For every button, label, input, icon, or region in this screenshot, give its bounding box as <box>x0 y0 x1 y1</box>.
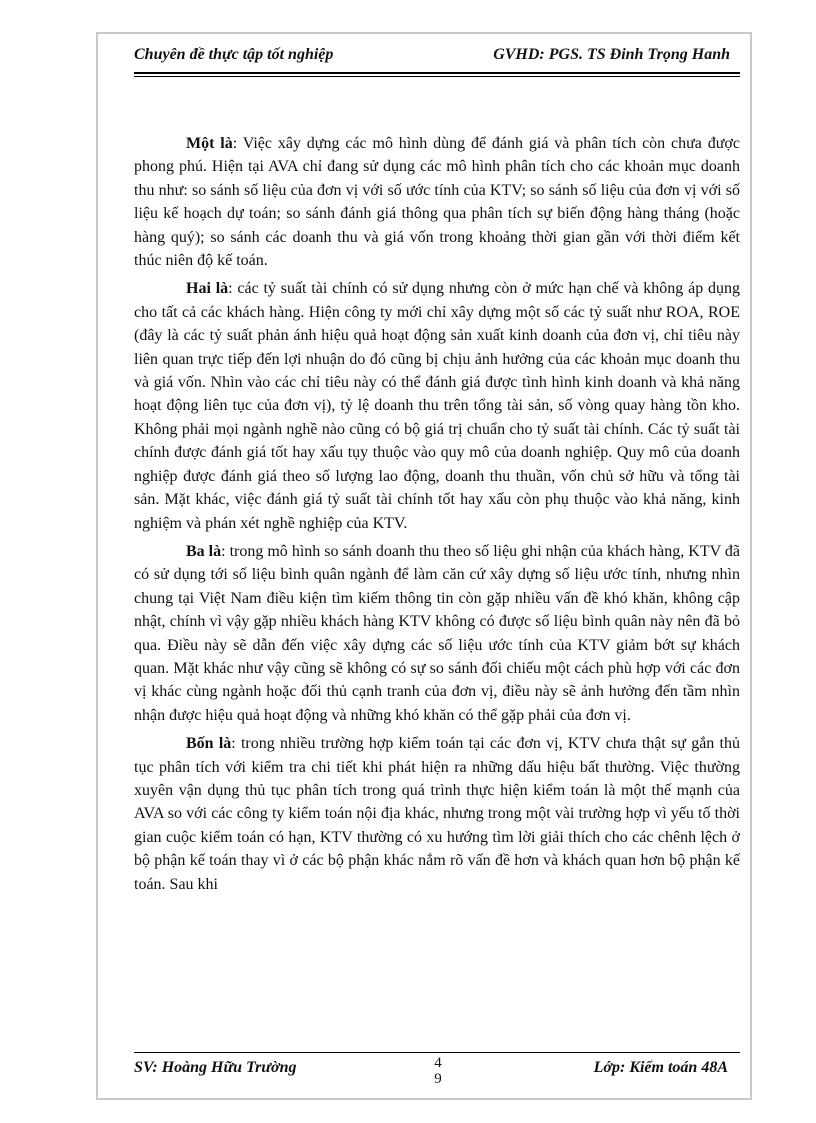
paragraph-2 <box>134 277 740 534</box>
footer-student: SV: Hoàng Hữu Trường <box>134 1059 297 1076</box>
paragraph-1-text: : Việc xây dựng các mô hình dùng để đánh giá và phân tích còn chưa được phong phú. Hiện tại AVA chỉ đang sử dụng các mô hình phân tích cho các khoản mục doanh thu như: so sánh số liệu của đơn vị với số ước tính của KTV; so sánh số liệu của đơn vị với số liệu kế hoạch dự toán; so sánh đánh giá thông qua phân tích sự biến động hàng tháng (hoặc hàng quý); so sánh các doanh thu và giá vốn trong khoảng thời gian gần với thời điểm kết thúc niên độ kế toán. <box>134 135 740 270</box>
page-header <box>134 42 740 74</box>
page-number-line2: 9 <box>434 1071 442 1087</box>
page-number <box>426 1055 450 1087</box>
paragraph-3 <box>134 540 740 727</box>
paragraph-3-lead: Ba là <box>186 542 222 560</box>
paragraph-3-text: : trong mô hình so sánh doanh thu theo số liệu ghi nhận của khách hàng, KTV đã có sử dụng tới số liệu bình quân ngành để làm căn cứ xây dựng số liệu ước tính, nhưng nhìn chung tại Việt Nam điều kiện tìm kiếm thông tin còn gặp nhiều vấn đề khó khăn, không cập nhật, chính vì vậy gặp nhiều khách hàng KTV không có được số liệu bình quân này nên đã bỏ qua. Điều này sẽ dẫn đến việc xây dựng các số liệu ước tính của KTV giảm bớt sự khách quan. Mặt khác như vậy cũng sẽ không có sự so sánh đối chiếu một cách phù hợp với các đơn vị khác cùng ngành hoặc đối thủ cạnh tranh của đơn vị, điều này sẽ ảnh hưởng đến tầm nhìn nhận được hiệu quả hoạt động và những khó khăn có thể gặp phải của đơn vị. <box>134 542 740 724</box>
paragraph-4-lead: Bốn là <box>186 735 232 753</box>
paragraph-4 <box>134 732 740 896</box>
paragraph-2-lead: Hai là <box>186 280 229 298</box>
paragraph-1-lead: Một là <box>186 135 233 152</box>
paragraph-2-text: : các tỷ suất tài chính có sử dụng nhưng còn ở mức hạn chế và không áp dụng cho tất cả các khách hàng. Hiện công ty mới chỉ xây dựng một số các tỷ suất như ROA, ROE (đây là các tỷ suất phản ánh hiệu quả hoạt động sản xuất kinh doanh của đơn vị, chỉ tiêu này liên quan trực tiếp đến lợi nhuận do đó cũng bị chịu ảnh hưởng của các khoản mục doanh thu và giá vốn. Nhìn vào các chỉ tiêu này có thể đánh giá được tình hình kinh doanh và khả năng hoạt động liên tục của đơn vị), tỷ lệ doanh thu trên tổng tài sản, số vòng quay hàng tồn kho. Không phải mọi ngành nghề nào cũng có bộ giá trị chuẩn cho tỷ suất tài chính. Các tỷ suất tài chính được đánh giá tốt hay xấu tụy thuộc vào quy mô của doanh nghiệp. Quy mô của doanh nghiệp được đánh giá theo số lượng lao động, doanh thu thuần, vốn chủ sở hữu và tổng tài sản. Mặt khác, việc đánh giá tỷ suất tài chính tốt hay xấu còn phụ thuộc vào khả năng, kinh nghiệm và phán xét nghề nghiệp của KTV. <box>134 280 740 532</box>
page-number-line1: 4 <box>434 1055 442 1071</box>
document-body <box>134 132 740 901</box>
footer-class: Lớp: Kiểm toán 48A <box>593 1059 728 1076</box>
paragraph-1 <box>134 132 740 272</box>
header-rule <box>134 76 740 77</box>
header-title: Chuyên đề thực tập tốt nghiệp <box>134 46 334 63</box>
page-footer <box>134 1052 740 1093</box>
header-advisor: GVHD: PGS. TS Đinh Trọng Hanh <box>493 46 730 63</box>
paragraph-4-text: : trong nhiều trường hợp kiểm toán tại các đơn vị, KTV chưa thật sự gắn thủ tục phân tích với kiểm tra chi tiết khi phát hiện ra những dấu hiệu bất thường. Việc thường xuyên vận dụng thủ tục phân tích trong quá trình thực hiện kiểm toán là một thế mạnh của AVA so với các công ty kiểm toán nội địa khác, nhưng trong một vài trường hợp vì yếu tố thời gian cuộc kiểm toán có hạn, KTV thường có xu hướng tìm lời giải thích cho các chênh lệch ở bộ phận kế toán thay vì ở các bộ phận khác nắm rõ vấn đề hơn và khách quan hơn bộ phận kế toán. Sau khi <box>134 735 741 893</box>
